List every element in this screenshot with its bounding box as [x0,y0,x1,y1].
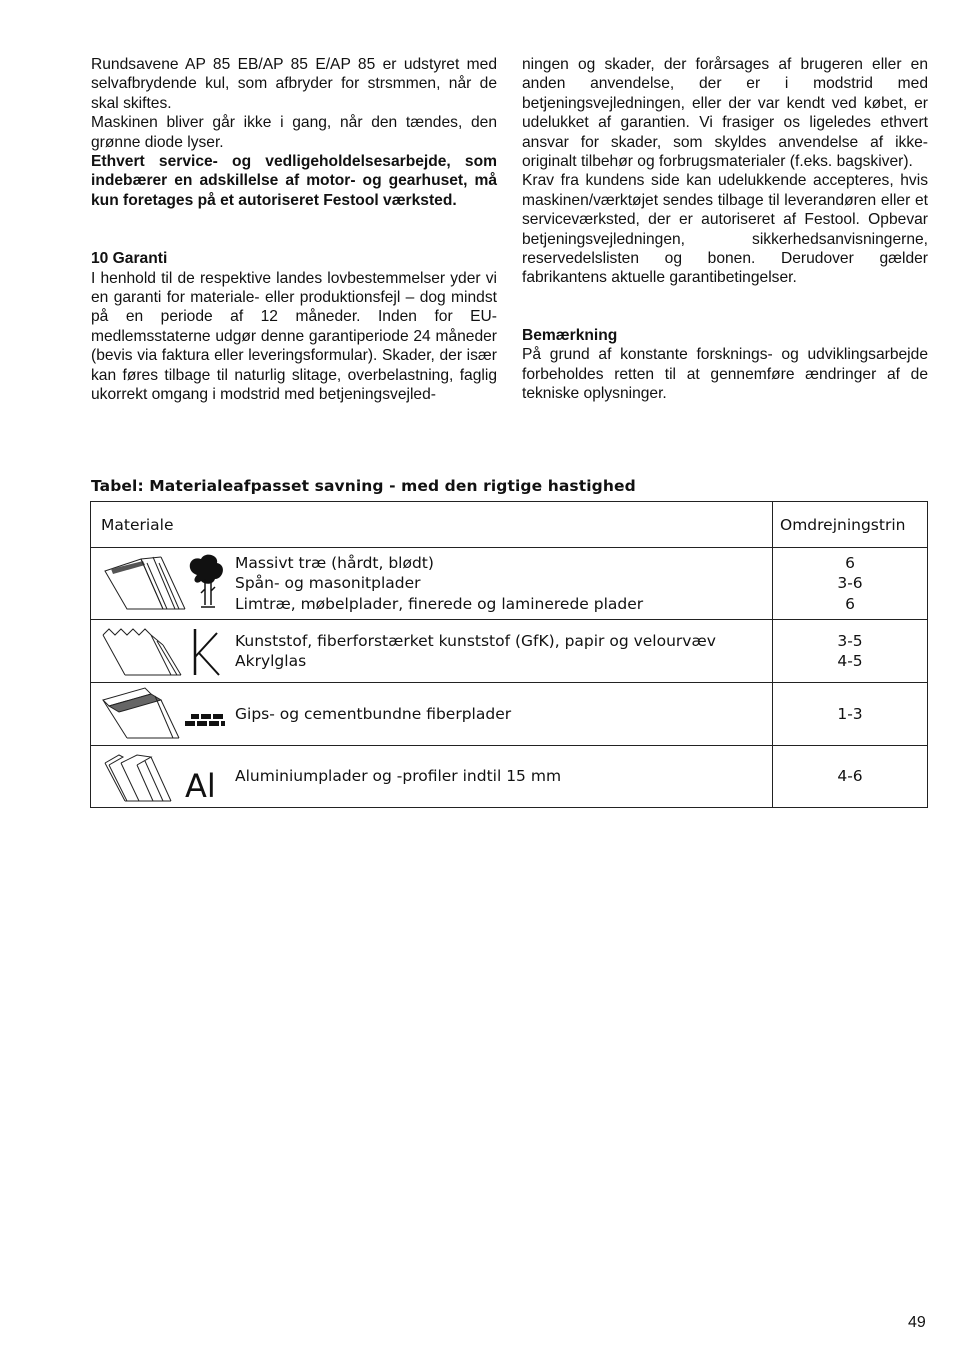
section-title-note: Bemærkning [522,326,618,344]
paragraph-garanti: I henhold til de respektive landes lovbestemmelser yder vi en garanti for materiale- eller produktionsfejl – dog mindst på en periode af 12 måneder. Inden for EU-medlemsstaterne udgør denne garantiperiode 24 måneder (bevis via faktura eller leveringsformular). Skader, der især kan føres tilbage til naturlig slitage, overbelastning, faglig ukorrekt omgang i modstrid med betjeningsvejled- [91,269,497,404]
material-laminated: Limtræ, møbelplader, finerede og laminerede plader [235,594,644,613]
speed-value: 3-6 [837,574,863,593]
right-column [522,55,928,404]
paragraph-garanti-continued: ningen og skader, der forårsages af brugeren eller en anden anvendelse, der er i modstrid med betjeningsvejledningen, eller der var kendt ved købet, er udelukket af garantien. Vi frasiger os ligeledes ethvert ansvar for skader, som skyldes anvendelse af ikke-originalt tilbehør og forbrugsmaterialer (f.eks. bagskiver). [522,56,928,171]
material-gypsum: Gips- og cementbundne fiberplader [235,704,512,723]
header-material: Materiale [91,502,773,548]
speed-value: 3-5 [837,631,863,650]
speed-value: 6 [845,594,855,613]
speed-value: 6 [845,553,855,572]
material-speed-table [90,501,928,808]
gypsum-bricks-icon [91,686,235,742]
material-aluminium: Aluminiumplader og -profiler indtil 15 mm [235,767,562,786]
material-acrylic: Akrylglas [235,652,307,670]
table-header-row [91,502,928,548]
speed-value: 4-6 [837,767,863,786]
section-title-garanti: 10 Garanti [91,250,168,268]
paragraph-diode: Maskinen bliver går ikke i gang, når den tændes, den grønne diode lyser. [91,114,497,151]
page-number: 49 [908,1314,926,1331]
paragraph-note: På grund af konstante forsknings- og udviklingsarbejde forbeholdes retten til at gennemføre ændringer af de tekniske oplysninger. [522,346,928,403]
al-symbol-text: Al [185,766,216,805]
table-row [91,746,928,808]
aluminium-al-icon [91,749,235,805]
table-row [91,683,928,746]
left-column [91,55,497,405]
paragraph-service-warning: Ethvert service- og vedligeholdelsesarbejde, som indebærer en adskillelse af motor- og gearhuset, må kun foretages på et autoriseret Festool værksted. [91,153,497,209]
table-row [91,620,928,683]
plastic-k-icon [91,623,235,679]
paragraph-brushes: Rundsavene AP 85 EB/AP 85 E/AP 85 er udstyret med selvafbrydende kul, som afbryder for strsmmen, når de skal skiftes. [91,56,497,112]
material-solid-wood: Massivt træ (hårdt, blødt) [235,553,434,572]
wood-tree-icon [91,553,235,615]
table-caption: Tabel: Materialeafpasset savning - med den rigtige hastighed [91,477,636,495]
table-row [91,548,928,620]
speed-value: 1-3 [837,704,863,723]
header-speed: Omdrejningstrin [773,502,928,548]
speed-value: 4-5 [837,652,863,670]
material-plastic: Kunststof, fiberforstærket kunststof (GfK), papir og velourvæv [235,631,716,650]
material-chipboard: Spån- og masonitplader [235,574,421,593]
paragraph-claims: Krav fra kundens side kan udelukkende accepteres, hvis maskinen/værktøjet sendes tilbage til leverandøren eller et serviceværksted, der er autoriseret af Festool. Opbevar betjeningsvejledningen, sikkerhedsanvisningerne, reservedelslisten og bonen. Derudover gælder fabrikantens aktuelle garantibetingelser. [522,172,928,287]
